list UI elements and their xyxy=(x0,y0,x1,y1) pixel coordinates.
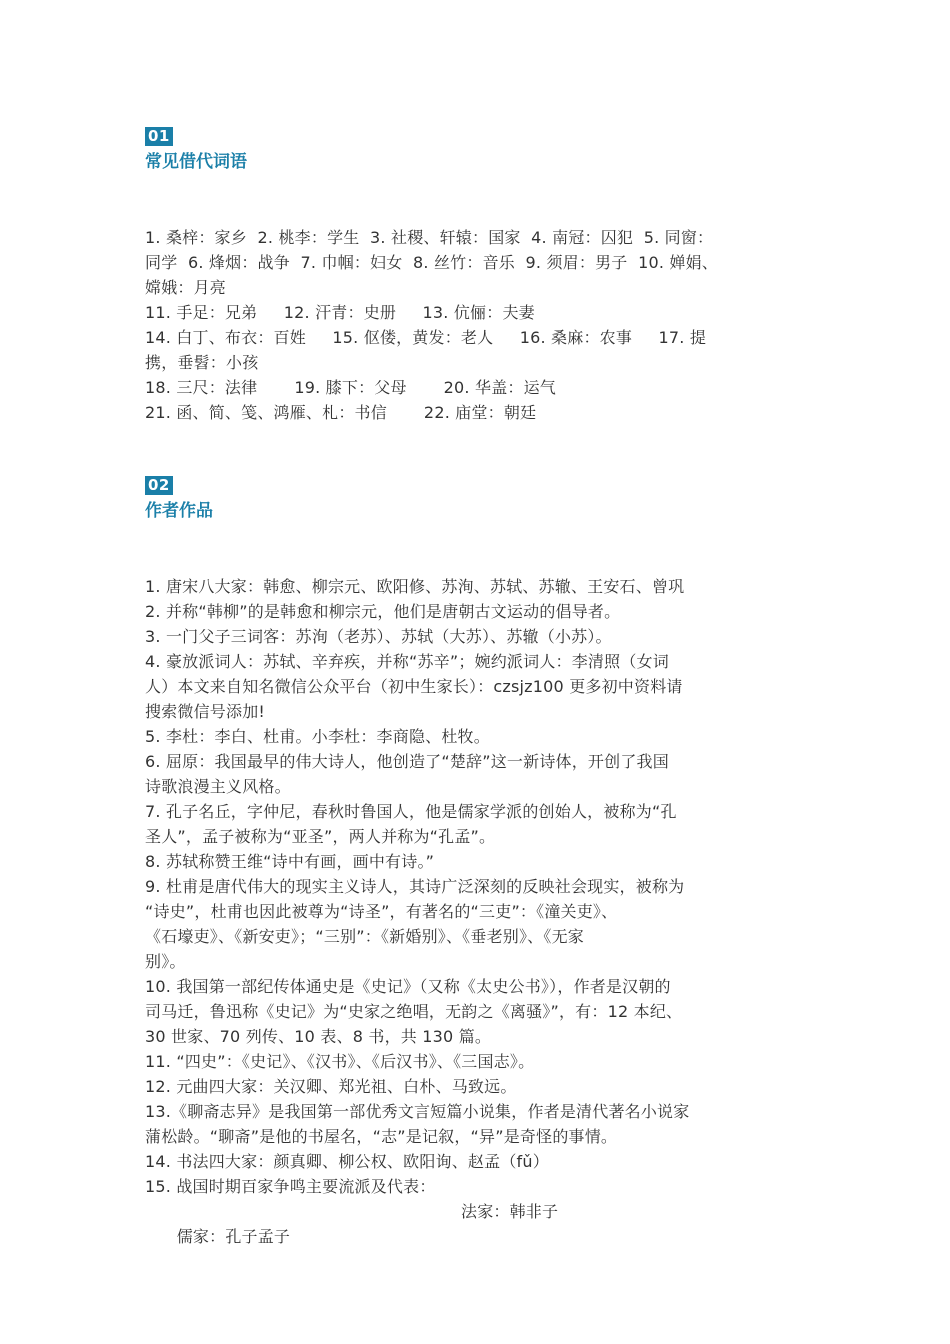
text-line: “诗史”，杜甫也因此被尊为“诗圣”，有著名的“三吏”：《潼关吏》、 xyxy=(145,902,618,921)
text-line: 13.《聊斋志异》是我国第一部优秀文言短篇小说集，作者是清代著名小说家 xyxy=(145,1102,690,1121)
text-line: 21. 函、简、笺、鸿雁、札：书信 22. 庙堂：朝廷 xyxy=(145,403,537,422)
text-line: 携，垂髫：小孩 xyxy=(145,353,259,372)
text-line: 同学 6. 烽烟：战争 7. 巾帼：妇女 8. 丝竹：音乐 9. 须眉：男子 10. 婵娟、 xyxy=(145,253,718,272)
text-line: 1. 桑梓：家乡 2. 桃李：学生 3. 社稷、轩辕：国家 4. 南冠：囚犯 5. 同窗： xyxy=(145,228,714,247)
text-line: 圣人”，孟子被称为“亚圣”，两人并称为“孔孟”。 xyxy=(145,827,496,846)
section-title: 作者作品 xyxy=(145,501,213,521)
text-line: 搜索微信号添加! xyxy=(145,702,266,721)
section-body xyxy=(145,574,810,1246)
text-line: 人）本文来自知名微信公众平台（初中生家长）：czsjz100 更多初中资料请 xyxy=(145,677,683,696)
text-line: 2. 并称“韩柳”的是韩愈和柳宗元，他们是唐朝古文运动的倡导者。 xyxy=(145,602,621,621)
text-line: 30 世家、70 列传、10 表、8 书，共 130 篇。 xyxy=(145,1027,492,1046)
school-left: 儒家：孔子孟子 xyxy=(176,1227,291,1246)
text-line: 11. “四史”：《史记》、《汉书》、《后汉书》、《三国志》。 xyxy=(145,1052,535,1071)
section-number-badge: 01 xyxy=(145,127,173,146)
text-line: 3. 一门父子三词客：苏洵（老苏）、苏轼（大苏）、苏辙（小苏）。 xyxy=(145,627,612,646)
section-title: 常见借代词语 xyxy=(145,152,247,172)
text-line: 1. 唐宋八大家：韩愈、柳宗元、欧阳修、苏洵、苏轼、苏辙、王安石、曾巩 xyxy=(145,577,685,596)
text-line: 诗歌浪漫主义风格。 xyxy=(145,777,291,796)
text-line: 18. 三尺：法律 19. 膝下：父母 20. 华盖：运气 xyxy=(145,378,556,397)
text-line: 别》。 xyxy=(145,952,186,971)
text-line: 15. 战国时期百家争鸣主要流派及代表： xyxy=(145,1177,436,1196)
text-line: 蒲松龄。“聊斋”是他的书屋名，“志”是记叙，“异”是奇怪的事情。 xyxy=(145,1127,618,1146)
text-line: 14. 白丁、布衣：百姓 15. 伛偻，黄发：老人 16. 桑麻：农事 17. 提 xyxy=(145,328,707,347)
text-line: 司马迁，鲁迅称《史记》为“史家之绝唱，无韵之《离骚》”，有：12 本纪、 xyxy=(145,1002,683,1021)
school-right: 法家：韩非子 xyxy=(461,1202,559,1221)
text-line: 11. 手足：兄弟 12. 汗青：史册 13. 伉俪：夫妻 xyxy=(145,303,535,322)
text-line: 9. 杜甫是唐代伟大的现实主义诗人，其诗广泛深刻的反映社会现实，被称为 xyxy=(145,877,685,896)
text-line: 12. 元曲四大家：关汉卿、郑光祖、白朴、马致远。 xyxy=(145,1077,517,1096)
text-line: 5. 李杜：李白、杜甫。小李杜：李商隐、杜牧。 xyxy=(145,727,490,746)
text-line: 嫦娥：月亮 xyxy=(145,278,227,297)
section-number-badge: 02 xyxy=(145,476,173,495)
text-line: 《石壕吏》、《新安吏》；“三别”：《新婚别》、《垂老别》、《无家 xyxy=(145,927,584,946)
school-row xyxy=(145,1199,810,1246)
text-line: 8. 苏轼称赞王维“诗中有画，画中有诗。” xyxy=(145,852,435,871)
text-line: 6. 屈原：我国最早的伟大诗人，他创造了“楚辞”这一新诗体，开创了我国 xyxy=(145,752,669,771)
text-line: 4. 豪放派词人：苏轼、辛弃疾，并称“苏辛”；婉约派词人：李清照（女词 xyxy=(145,652,669,671)
text-line: 7. 孔子名丘，字仲尼，春秋时鲁国人，他是儒家学派的创始人，被称为“孔 xyxy=(145,802,677,821)
text-line: 14. 书法四大家：颜真卿、柳公权、欧阳询、赵孟（fǔ） xyxy=(145,1152,549,1171)
text-line: 10. 我国第一部纪传体通史是《史记》（又称《太史公书》），作者是汉朝的 xyxy=(145,977,671,996)
section-body xyxy=(145,225,810,425)
